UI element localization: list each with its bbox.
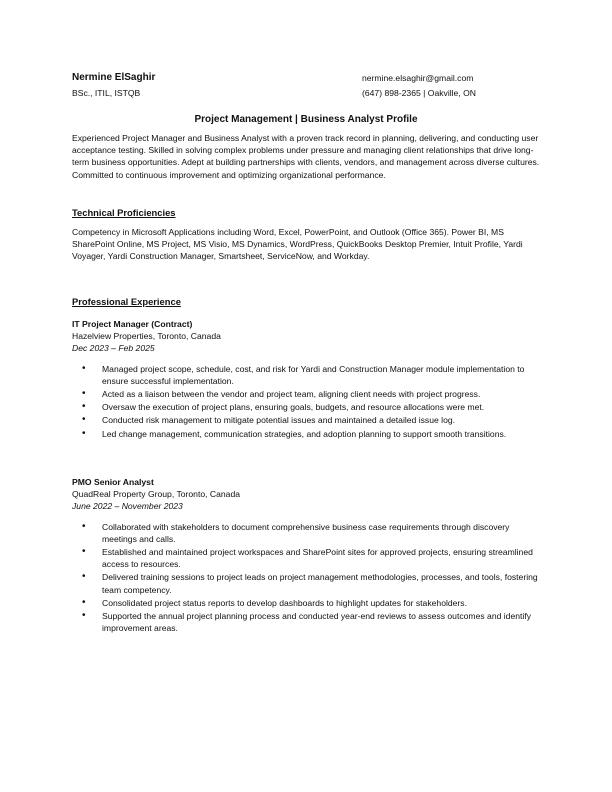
experience-heading: Professional Experience <box>72 296 181 307</box>
job-company: QuadReal Property Group, Toronto, Canada <box>72 489 240 500</box>
bullet-item: • Collaborated with stakeholders to document comprehensive business case requirements through discovery meetings and calls. <box>88 521 546 545</box>
job-entry <box>72 476 544 635</box>
job-bullets <box>88 363 544 440</box>
bullet-item: • Oversaw the execution of project plans, ensuring goals, budgets, and resource allocations were met. <box>88 401 546 413</box>
technical-heading: Technical Proficiencies <box>72 207 176 218</box>
job-entry <box>72 318 544 441</box>
profile-summary: Experienced Project Manager and Business Analyst with a proven track record in planning, delivering, and conducting user acceptance testing. Skilled in solving complex problems under pressure and managing client relationships that drive long-term business opportunities. Adept at building partnerships with clients, vendors, and management across diverse cultures. Committed to continuous improvement and optimizing organizational performance. <box>72 133 540 180</box>
bullet-item: • Consolidated project status reports to develop dashboards to highlight updates for stakeholders. <box>88 597 546 609</box>
job-company: Hazelview Properties, Toronto, Canada <box>72 331 221 342</box>
bullet-item: • Acted as a liaison between the vendor and project team, aligning client needs with project progress. <box>88 388 546 400</box>
credentials: BSc., ITIL, ISTQB <box>72 88 141 98</box>
job-bullets <box>88 521 544 635</box>
bullet-item: • Established and maintained project workspaces and SharePoint sites for approved projects, ensuring streamlined access to resources. <box>88 546 546 570</box>
technical-text: Competency in Microsoft Applications including Word, Excel, PowerPoint, and Outlook (Office 365). Power BI, MS SharePoint Online, MS Project, MS Visio, MS Dynamics, WordPress, QuickBooks Desktop Premier, Intuit Profile, Yardi Voyager, Yardi Construction Manager, Smartsheet, ServiceNow, and Workday. <box>72 227 523 262</box>
bullet-item: • Supported the annual project planning process and conducted year-end reviews to assess outcomes and identify improvement areas. <box>88 610 546 634</box>
bullet-item: • Delivered training sessions to project leads on project management methodologies, processes, and tools, fostering team competency. <box>88 571 546 595</box>
phone-location: (647) 898-2365 | Oakville, ON <box>362 88 477 98</box>
job-dates: June 2022 – November 2023 <box>72 501 183 512</box>
bullet-item: • Managed project scope, schedule, cost, and risk for Yardi and Construction Manager module implementation to ensure successful implementation. <box>88 363 546 387</box>
bullet-item: • Led change management, communication strategies, and adoption planning to support smooth transitions. <box>88 428 546 440</box>
candidate-name: Nermine ElSaghir <box>72 72 156 83</box>
job-dates: Dec 2023 – Feb 2025 <box>72 343 155 354</box>
job-role: IT Project Manager (Contract) <box>72 319 193 329</box>
bullet-item: • Conducted risk management to mitigate potential issues and maintained a detailed issue log. <box>88 414 546 426</box>
job-role: PMO Senior Analyst <box>72 477 154 487</box>
email: nermine.elsaghir@gmail.com <box>362 73 474 83</box>
profile-title: Project Management | Business Analyst Profile <box>194 114 418 125</box>
